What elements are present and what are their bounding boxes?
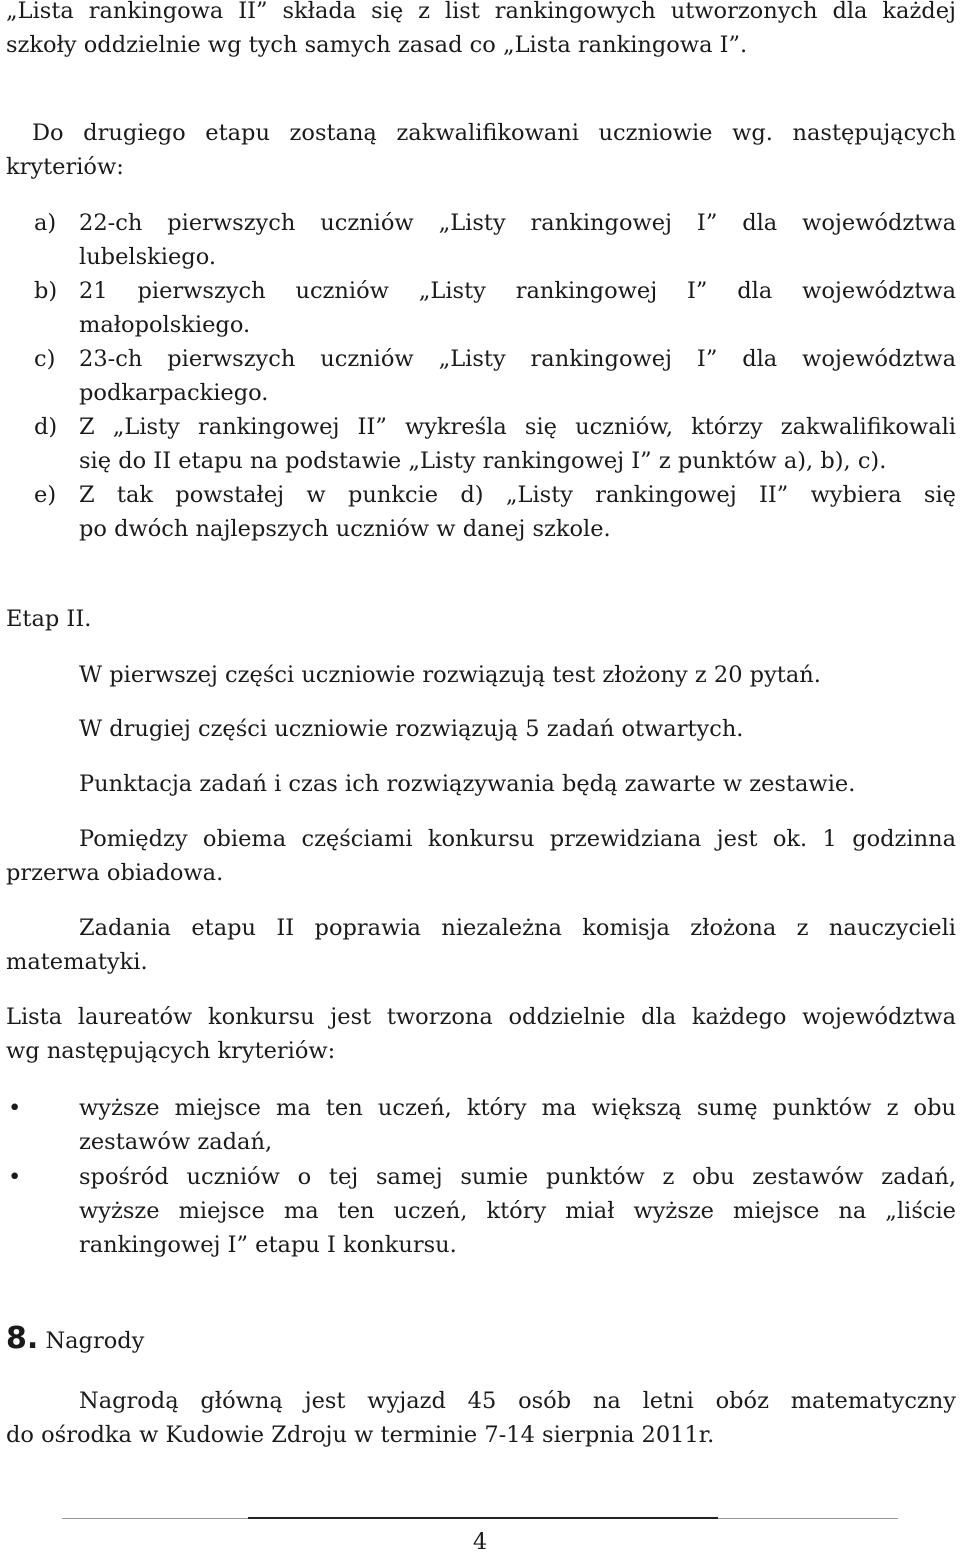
item-line: małopolskiego. [79,312,251,338]
section-title: Nagrody [45,1328,145,1354]
bullet-line: spośród uczniów o tej samej sumie punktów z obu zestawów zadań, [79,1164,956,1190]
laureates-paragraph [6,1000,956,1068]
paragraph-line: Nagrodą główną jest wyjazd 45 osób na letni obóz matematyczny [79,1388,956,1414]
stage2-paragraph-2: W drugiej części uczniowie rozwiązują 5 zadań otwartych. [79,716,744,742]
stage2-paragraph-1: W pierwszej części uczniowie rozwiązują test złożony z 20 pytań. [79,662,821,688]
intro-line-2: szkoły oddzielnie wg tych samych zasad co „Lista rankingowa I”. [6,32,748,58]
paragraph-line: przerwa obiadowa. [6,860,224,886]
paragraph-line: Pomiędzy obiema częściami konkursu przewidziana jest ok. 1 godzinna [79,826,956,852]
item-line: podkarpackiego. [79,380,269,406]
intro-line-1: „Lista rankingowa II” składa się z list rankingowych utworzonych dla każdej [6,0,956,24]
bullet-icon: • [8,1095,22,1121]
criteria-item-e [6,478,956,546]
item-line: się do II etapu na podstawie „Listy rankingowej I” z punktów a), b), c). [79,448,887,474]
bullet-line: rankingowej I” etapu I konkursu. [79,1232,457,1258]
criteria-item-b [6,274,956,342]
stage2-paragraph-4 [6,822,956,890]
intro-paragraph [6,0,956,62]
criteria-item-d [6,410,956,478]
section-8-heading [6,1322,144,1358]
laureates-bullet-1 [6,1091,956,1159]
item-label: a) [34,210,57,236]
item-label: d) [34,414,58,440]
criteria-item-a [6,206,956,274]
stage2-paragraph-3: Punktacja zadań i czas ich rozwiązywania będą zawarte w zestawie. [79,771,856,797]
paragraph-line: do ośrodka w Kudowie Zdroju w terminie 7-14 sierpnia 2011r. [6,1422,715,1448]
stage2-paragraph-5 [6,911,956,979]
section-8-paragraph [6,1384,956,1452]
item-line: Z tak powstałej w punkcie d) „Listy rankingowej II” wybiera się [79,482,956,508]
item-line: 23-ch pierwszych uczniów „Listy rankingowej I” dla województwa [79,346,956,372]
criteria-item-c [6,342,956,410]
footer-rule-accent [248,1517,718,1519]
bullet-line: zestawów zadań, [79,1129,273,1155]
paragraph-line: Zadania etapu II poprawia niezależna komisja złożona z nauczycieli [79,915,956,941]
paragraph-line: wg następujących kryteriów: [6,1038,336,1064]
qualification-paragraph [6,116,956,184]
stage2-heading: Etap II. [6,606,92,632]
paragraph-line: matematyki. [6,949,148,975]
item-line: po dwóch najlepszych uczniów w danej szkole. [79,516,611,542]
item-label: b) [34,278,58,304]
bullet-line: wyższe miejsce ma ten uczeń, który miał wyższe miejsce na „liście [79,1198,956,1224]
item-line: Z „Listy rankingowej II” wykreśla się uczniów, którzy zakwalifikowali [79,414,956,440]
item-line: lubelskiego. [79,244,216,270]
page-number: 4 [472,1529,488,1555]
item-label: c) [34,346,56,372]
laureates-bullet-2 [6,1160,956,1262]
qualification-line-2: kryteriów: [6,154,124,180]
item-line: 21 pierwszych uczniów „Listy rankingowej I” dla województwa [79,278,956,304]
bullet-line: wyższe miejsce ma ten uczeń, który ma większą sumę punktów z obu [79,1095,956,1121]
paragraph-line: Lista laureatów konkursu jest tworzona oddzielnie dla każdego województwa [6,1004,956,1030]
qualification-line-1: Do drugiego etapu zostaną zakwalifikowani uczniowie wg. następujących [32,120,956,146]
item-line: 22-ch pierwszych uczniów „Listy rankingowej I” dla województwa [79,210,956,236]
bullet-icon: • [8,1164,22,1190]
item-label: e) [34,482,57,508]
section-number: 8. [6,1321,39,1356]
